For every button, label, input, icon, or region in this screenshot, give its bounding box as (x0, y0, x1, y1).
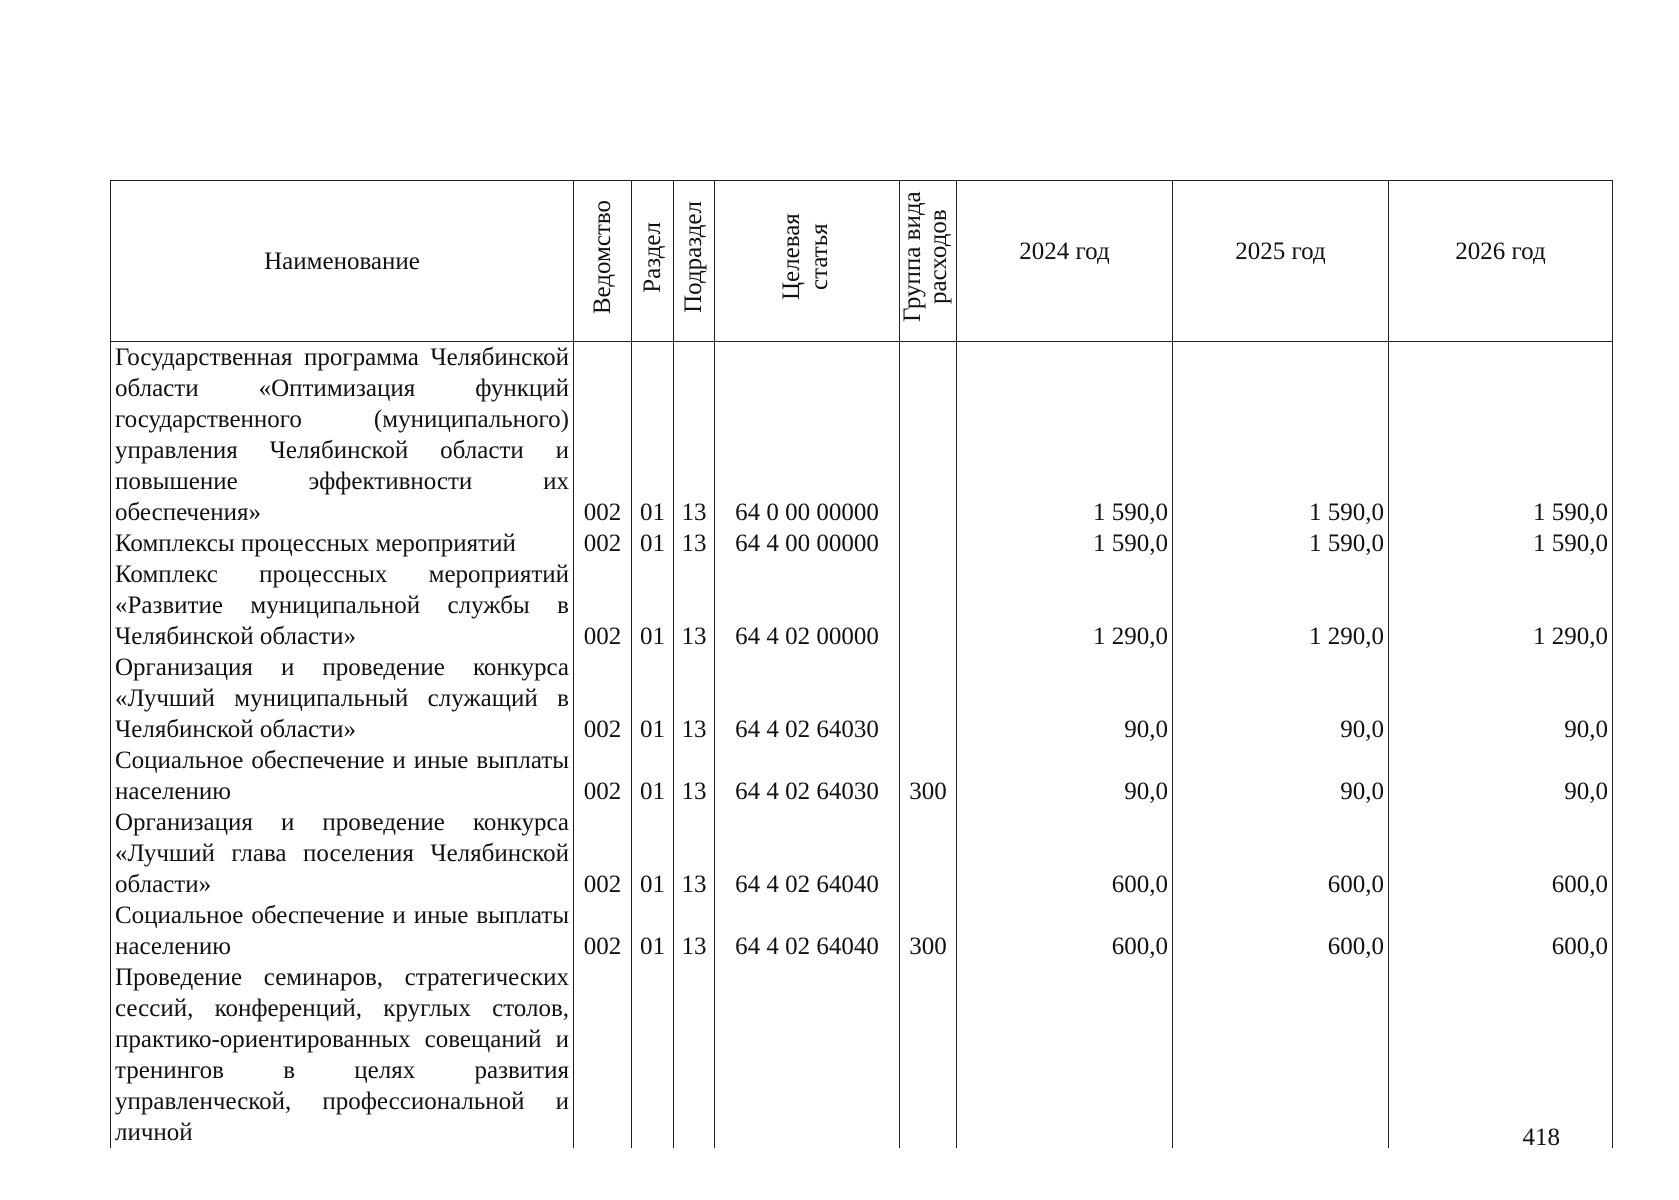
header-ministry: Ведомство (574, 181, 632, 342)
row-name: Комплекс процессных мероприятий «Развитие муниципальной службы в Челябинской области» (111, 559, 574, 652)
row-2025: 1 290,0 (1173, 559, 1389, 652)
row-expense-group (900, 528, 957, 559)
row-ministry: 002 (574, 745, 632, 807)
row-subsection: 13 (674, 342, 715, 529)
row-2024: 90,0 (957, 745, 1173, 807)
header-section: Раздел (632, 181, 674, 342)
row-2026: 90,0 (1389, 745, 1613, 807)
row-2025: 1 590,0 (1173, 342, 1389, 529)
row-expense-group (900, 342, 957, 529)
row-2026: 90,0 (1389, 652, 1613, 745)
row-expense-group (900, 652, 957, 745)
row-ministry: 002 (574, 559, 632, 652)
budget-table (110, 180, 1613, 1148)
row-expense-group: 300 (900, 900, 957, 962)
row-section: 01 (632, 559, 674, 652)
row-name: Организация и проведение конкурса «Лучший глава поселения Челябинской области» (111, 807, 574, 900)
row-subsection: 13 (674, 807, 715, 900)
row-target-article: 64 4 00 00000 (715, 528, 900, 559)
row-section: 01 (632, 342, 674, 529)
row-2025: 1 590,0 (1173, 528, 1389, 559)
row-2024: 1 590,0 (957, 528, 1173, 559)
row-ministry: 002 (574, 342, 632, 529)
row-ministry: 002 (574, 528, 632, 559)
row-subsection (674, 962, 715, 1148)
row-name: Социальное обеспечение и иные выплаты населению (111, 745, 574, 807)
row-target-article: 64 4 02 64040 (715, 900, 900, 962)
row-target-article: 64 4 02 64030 (715, 652, 900, 745)
row-target-article: 64 0 00 00000 (715, 342, 900, 529)
row-section: 01 (632, 528, 674, 559)
row-2025: 600,0 (1173, 900, 1389, 962)
header-2024: 2024 год (957, 181, 1173, 342)
header-2025: 2025 год (1173, 181, 1389, 342)
row-name: Проведение семинаров, стратегических сессий, конференций, круглых столов, практико-ориентированных совещаний и тренингов в целях развития управленческой, профессиональной и личной (111, 962, 574, 1148)
row-name: Социальное обеспечение и иные выплаты населению (111, 900, 574, 962)
row-2026: 1 590,0 (1389, 342, 1613, 529)
row-2024: 600,0 (957, 807, 1173, 900)
row-ministry: 002 (574, 900, 632, 962)
row-2026: 600,0 (1389, 807, 1613, 900)
table-row (111, 962, 1613, 1148)
row-subsection: 13 (674, 900, 715, 962)
row-2026: 600,0 (1389, 900, 1613, 962)
row-2026: 1 290,0 (1389, 559, 1613, 652)
row-section: 01 (632, 652, 674, 745)
row-subsection: 13 (674, 528, 715, 559)
table-row (111, 528, 1613, 559)
row-2025: 90,0 (1173, 652, 1389, 745)
row-2025: 90,0 (1173, 745, 1389, 807)
row-2025 (1173, 962, 1389, 1148)
row-target-article: 64 4 02 64030 (715, 745, 900, 807)
row-target-article (715, 962, 900, 1148)
table-row (111, 559, 1613, 652)
table-row (111, 807, 1613, 900)
row-section (632, 962, 674, 1148)
table-row (111, 900, 1613, 962)
row-2026 (1389, 962, 1613, 1148)
header-subsection: Подраздел (674, 181, 715, 342)
row-2026: 1 590,0 (1389, 528, 1613, 559)
row-expense-group: 300 (900, 745, 957, 807)
row-subsection: 13 (674, 559, 715, 652)
row-ministry (574, 962, 632, 1148)
row-2024: 1 590,0 (957, 342, 1173, 529)
row-target-article: 64 4 02 64040 (715, 807, 900, 900)
header-expense-group: Группа вида расходов (900, 181, 957, 342)
row-2025: 600,0 (1173, 807, 1389, 900)
row-ministry: 002 (574, 652, 632, 745)
row-name: Государственная программа Челябинской области «Оптимизация функций государственного (муниципального) управления Челябинской области и повышение эффективности их обеспечения» (111, 342, 574, 529)
table-row (111, 342, 1613, 529)
row-section: 01 (632, 745, 674, 807)
row-section: 01 (632, 900, 674, 962)
row-subsection: 13 (674, 745, 715, 807)
page-number: 418 (1522, 1124, 1560, 1151)
row-target-article: 64 4 02 00000 (715, 559, 900, 652)
row-section: 01 (632, 807, 674, 900)
table-row (111, 745, 1613, 807)
table-header-row (111, 181, 1613, 342)
row-expense-group (900, 559, 957, 652)
row-2024: 600,0 (957, 900, 1173, 962)
row-ministry: 002 (574, 807, 632, 900)
row-name: Комплексы процессных мероприятий (111, 528, 574, 559)
row-2024: 1 290,0 (957, 559, 1173, 652)
header-2026: 2026 год (1389, 181, 1613, 342)
table-row (111, 652, 1613, 745)
header-name: Наименование (111, 181, 574, 342)
header-target-article: Целевая статья (715, 181, 900, 342)
row-2024: 90,0 (957, 652, 1173, 745)
row-name: Организация и проведение конкурса «Лучший муниципальный служащий в Челябинской области» (111, 652, 574, 745)
row-expense-group (900, 962, 957, 1148)
row-2024 (957, 962, 1173, 1148)
row-expense-group (900, 807, 957, 900)
row-subsection: 13 (674, 652, 715, 745)
